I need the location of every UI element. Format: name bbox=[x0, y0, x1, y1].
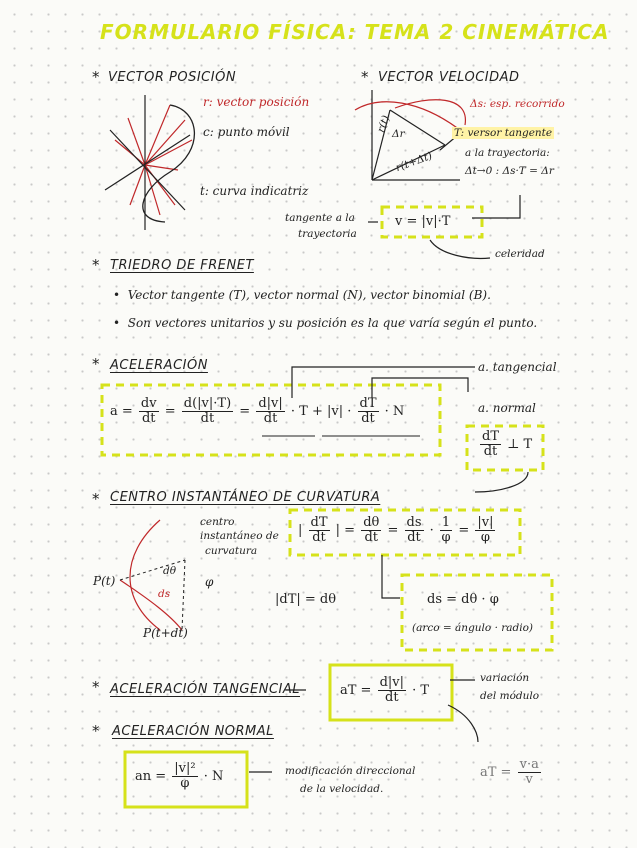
centro-note2: instantáneo de bbox=[200, 530, 279, 542]
limit-text: Δt→0 : Δs·T = Δr bbox=[465, 165, 554, 177]
normal-formula: an = $\frac{\text{|v|²}}{\varphi}$ · N bbox=[135, 761, 224, 791]
dT-equation: |dT| = dθ bbox=[275, 592, 337, 607]
heading-acel-normal: ACELERACIÓN NORMAL bbox=[112, 724, 274, 739]
normal-note2: de la velocidad. bbox=[300, 783, 384, 795]
bullet-star: * bbox=[92, 256, 100, 274]
heading-triedro: TRIEDRO DE FRENET bbox=[110, 258, 254, 273]
r-label: r: vector posición bbox=[203, 95, 310, 109]
triedro-bullet1: • Vector tangente (T), vector normal (N), vector binomial (B). bbox=[113, 288, 491, 302]
variacion-note1: variación bbox=[480, 672, 530, 684]
heading-centro: CENTRO INSTANTÁNEO DE CURVATURA bbox=[110, 490, 381, 505]
tangential-side-formula: aT = $\frac{v\cdot a}{v}$ bbox=[480, 757, 539, 787]
a-tangencial-label: a. tangencial bbox=[478, 360, 557, 374]
diagram-r-t: r(t) bbox=[375, 113, 393, 135]
velocity-formula: v = |v|·T bbox=[395, 214, 451, 229]
heading-vector-posicion: VECTOR POSICIÓN bbox=[108, 70, 237, 85]
perpendicular-relation: $\frac{dT}{dt}$ ⊥ T bbox=[482, 429, 533, 459]
ptdt-label: P(t+dt) bbox=[143, 626, 188, 640]
bullet-star: * bbox=[361, 68, 369, 86]
dtheta-label: dθ bbox=[163, 565, 177, 577]
bullet-star: * bbox=[92, 678, 100, 696]
pt-label: P(t) bbox=[93, 574, 116, 588]
heading-aceleracion: ACELERACIÓN bbox=[110, 358, 208, 373]
diagram-r-tdt: r(t+Δt) bbox=[394, 149, 434, 175]
position-vectors-diagram bbox=[115, 105, 192, 215]
ds-label: Δs: esp. recorrido bbox=[470, 98, 565, 110]
curvature-equation: | $\frac{dT}{dt}$ | = $\frac{d\theta}{dt}$ = $\frac{ds}{dt}$ · $\frac{1}{\varphi}$ = $\frac{|v|}{\varphi}$ bbox=[298, 515, 494, 545]
tangente-line2: trayectoria bbox=[298, 228, 357, 240]
variacion-note2: del módulo bbox=[480, 690, 540, 702]
a-normal-label: a. normal bbox=[478, 401, 536, 415]
bullet-star: * bbox=[92, 490, 100, 508]
bullet-star: * bbox=[92, 722, 100, 740]
page-title: FORMULARIO FÍSICA: TEMA 2 CINEMÁTICA bbox=[100, 20, 610, 44]
bullet-star: * bbox=[92, 68, 100, 86]
diagram-dr: Δr bbox=[392, 128, 405, 140]
tangente-line1: tangente a la bbox=[285, 212, 355, 224]
arco-note: (arco = ángulo · radio) bbox=[412, 622, 534, 634]
celeridad-label: celeridad bbox=[495, 248, 545, 260]
t-label: t: curva indicatriz bbox=[200, 184, 309, 198]
phi-label: φ bbox=[205, 575, 214, 589]
normal-note1: modificación direccional bbox=[285, 765, 416, 777]
heading-vector-velocidad: VECTOR VELOCIDAD bbox=[378, 70, 520, 85]
ds-diagram-label: ds bbox=[158, 588, 171, 600]
versor-line2: a la trayectoria: bbox=[465, 147, 550, 159]
centro-note1: centro bbox=[200, 516, 235, 528]
heading-acel-tangencial: ACELERACIÓN TANGENCIAL bbox=[110, 682, 300, 697]
ds-equation: ds = dθ · φ bbox=[427, 592, 499, 607]
bullet-star: * bbox=[92, 355, 100, 373]
versor-line1: T: versor tangente bbox=[454, 127, 553, 139]
acceleration-formula: a = $\frac{dv}{dt}$ = $\frac{d(|v|\cdot T)}{dt}$ = $\frac{d|v|}{dt}$ · T + |v| · $\frac{dT}{dt}$ · N bbox=[110, 396, 405, 426]
tangential-formula: aT = $\frac{d|v|}{dt}$ · T bbox=[340, 675, 430, 705]
centro-note3: curvatura bbox=[205, 545, 258, 557]
triedro-bullet2: • Son vectores unitarios y su posición es la que varía según el punto. bbox=[113, 316, 538, 330]
c-label: c: punto móvil bbox=[203, 125, 290, 139]
